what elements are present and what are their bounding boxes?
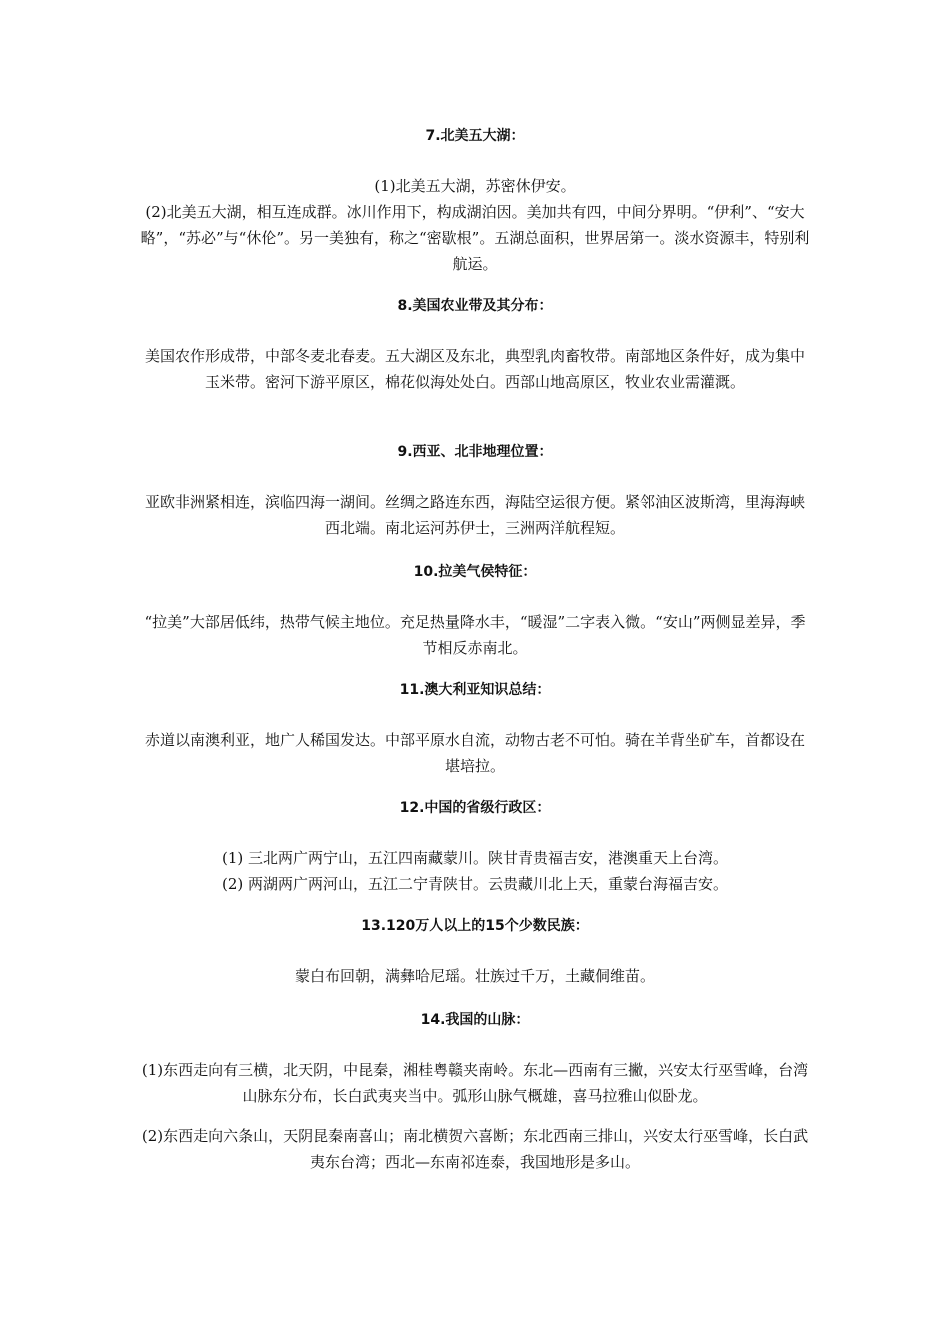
section-paragraph: (1) 三北两广两宁山，五江四南藏蒙川。陕甘青贵福吉安，港澳重天上台湾。: [221, 849, 729, 867]
section-paragraph: 亚欧非洲紧相连，滨临四海一湖间。丝绸之路连东西，海陆空运很方便。紧邻油区波斯湾，里海海峡西北端。南北运河苏伊士，三洲两洋航程短。: [144, 493, 805, 537]
section-heading: 10.拉美气侯特征：: [413, 564, 537, 580]
section-paragraph: “拉美”大部居低纬，热带气候主地位。充足热量降水丰，“暖湿”二字表入微。“安山”两侧显差异，季节相反赤南北。: [144, 613, 806, 657]
section-paragraph: 赤道以南澳利亚，地广人稀国发达。中部平原水自流，动物古老不可怕。骑在羊背坐矿车，首都设在堪培拉。: [144, 731, 805, 775]
section-latin-america: [140, 562, 810, 661]
section-minorities: [140, 916, 810, 989]
section-paragraph: (2)北美五大湖，相互连成群。冰川作用下，构成湖泊因。美加共有四，中间分界明。“伊利”、“安大略”，“苏必”与“休伦”。另一美独有，称之“密歇根”。五湖总面积，世界居第一。淡水资源丰，特别利航运。: [140, 203, 810, 273]
section-west-asia: [140, 442, 810, 541]
section-paragraph: (1)东西走向有三横，北天阴，中昆秦，湘桂粤赣夹南岭。东北—西南有三撇，兴安太行巫雪峰，台湾山脉东分布，长白武夷夹当中。弧形山脉气概雄，喜马拉雅山似卧龙。: [141, 1061, 809, 1105]
section-paragraph: (2) 两湖两广两河山，五江二宁青陕甘。云贵藏川北上天，重蒙台海福吉安。: [221, 875, 729, 893]
section-heading: 8.美国农业带及其分布：: [397, 298, 553, 314]
section-paragraph: (1)北美五大湖，苏密休伊安。: [374, 177, 576, 195]
section-us-agriculture: [140, 296, 810, 395]
section-heading: 12.中国的省级行政区：: [399, 800, 551, 816]
section-paragraph: 美国农作形成带，中部冬麦北春麦。五大湖区及东北，典型乳肉畜牧带。南部地区条件好，成为集中玉米带。密河下游平原区，棉花似海处处白。西部山地高原区，牧业农业需灌溉。: [144, 347, 805, 391]
section-australia: [140, 680, 810, 779]
section-provinces: [140, 798, 810, 897]
section-mountains: [140, 1010, 810, 1175]
section-paragraph: (2)东西走向六条山，天阴昆秦南喜山；南北横贺六喜断；东北西南三排山，兴安太行巫雪峰，长白武夷东台湾；西北—东南祁连泰，我国地形是多山。: [141, 1127, 809, 1171]
section-heading: 13.120万人以上的15个少数民族：: [361, 918, 589, 934]
section-heading: 7.北美五大湖：: [425, 128, 525, 144]
section-paragraph: 蒙白布回朝，满彝哈尼瑶。壮族过千万，土藏侗维苗。: [294, 967, 655, 985]
section-heading: 11.澳大利亚知识总结：: [399, 682, 551, 698]
section-heading: 14.我国的山脉：: [420, 1012, 530, 1028]
section-heading: 9.西亚、北非地理位置：: [397, 444, 553, 460]
section-great-lakes: [140, 126, 810, 277]
